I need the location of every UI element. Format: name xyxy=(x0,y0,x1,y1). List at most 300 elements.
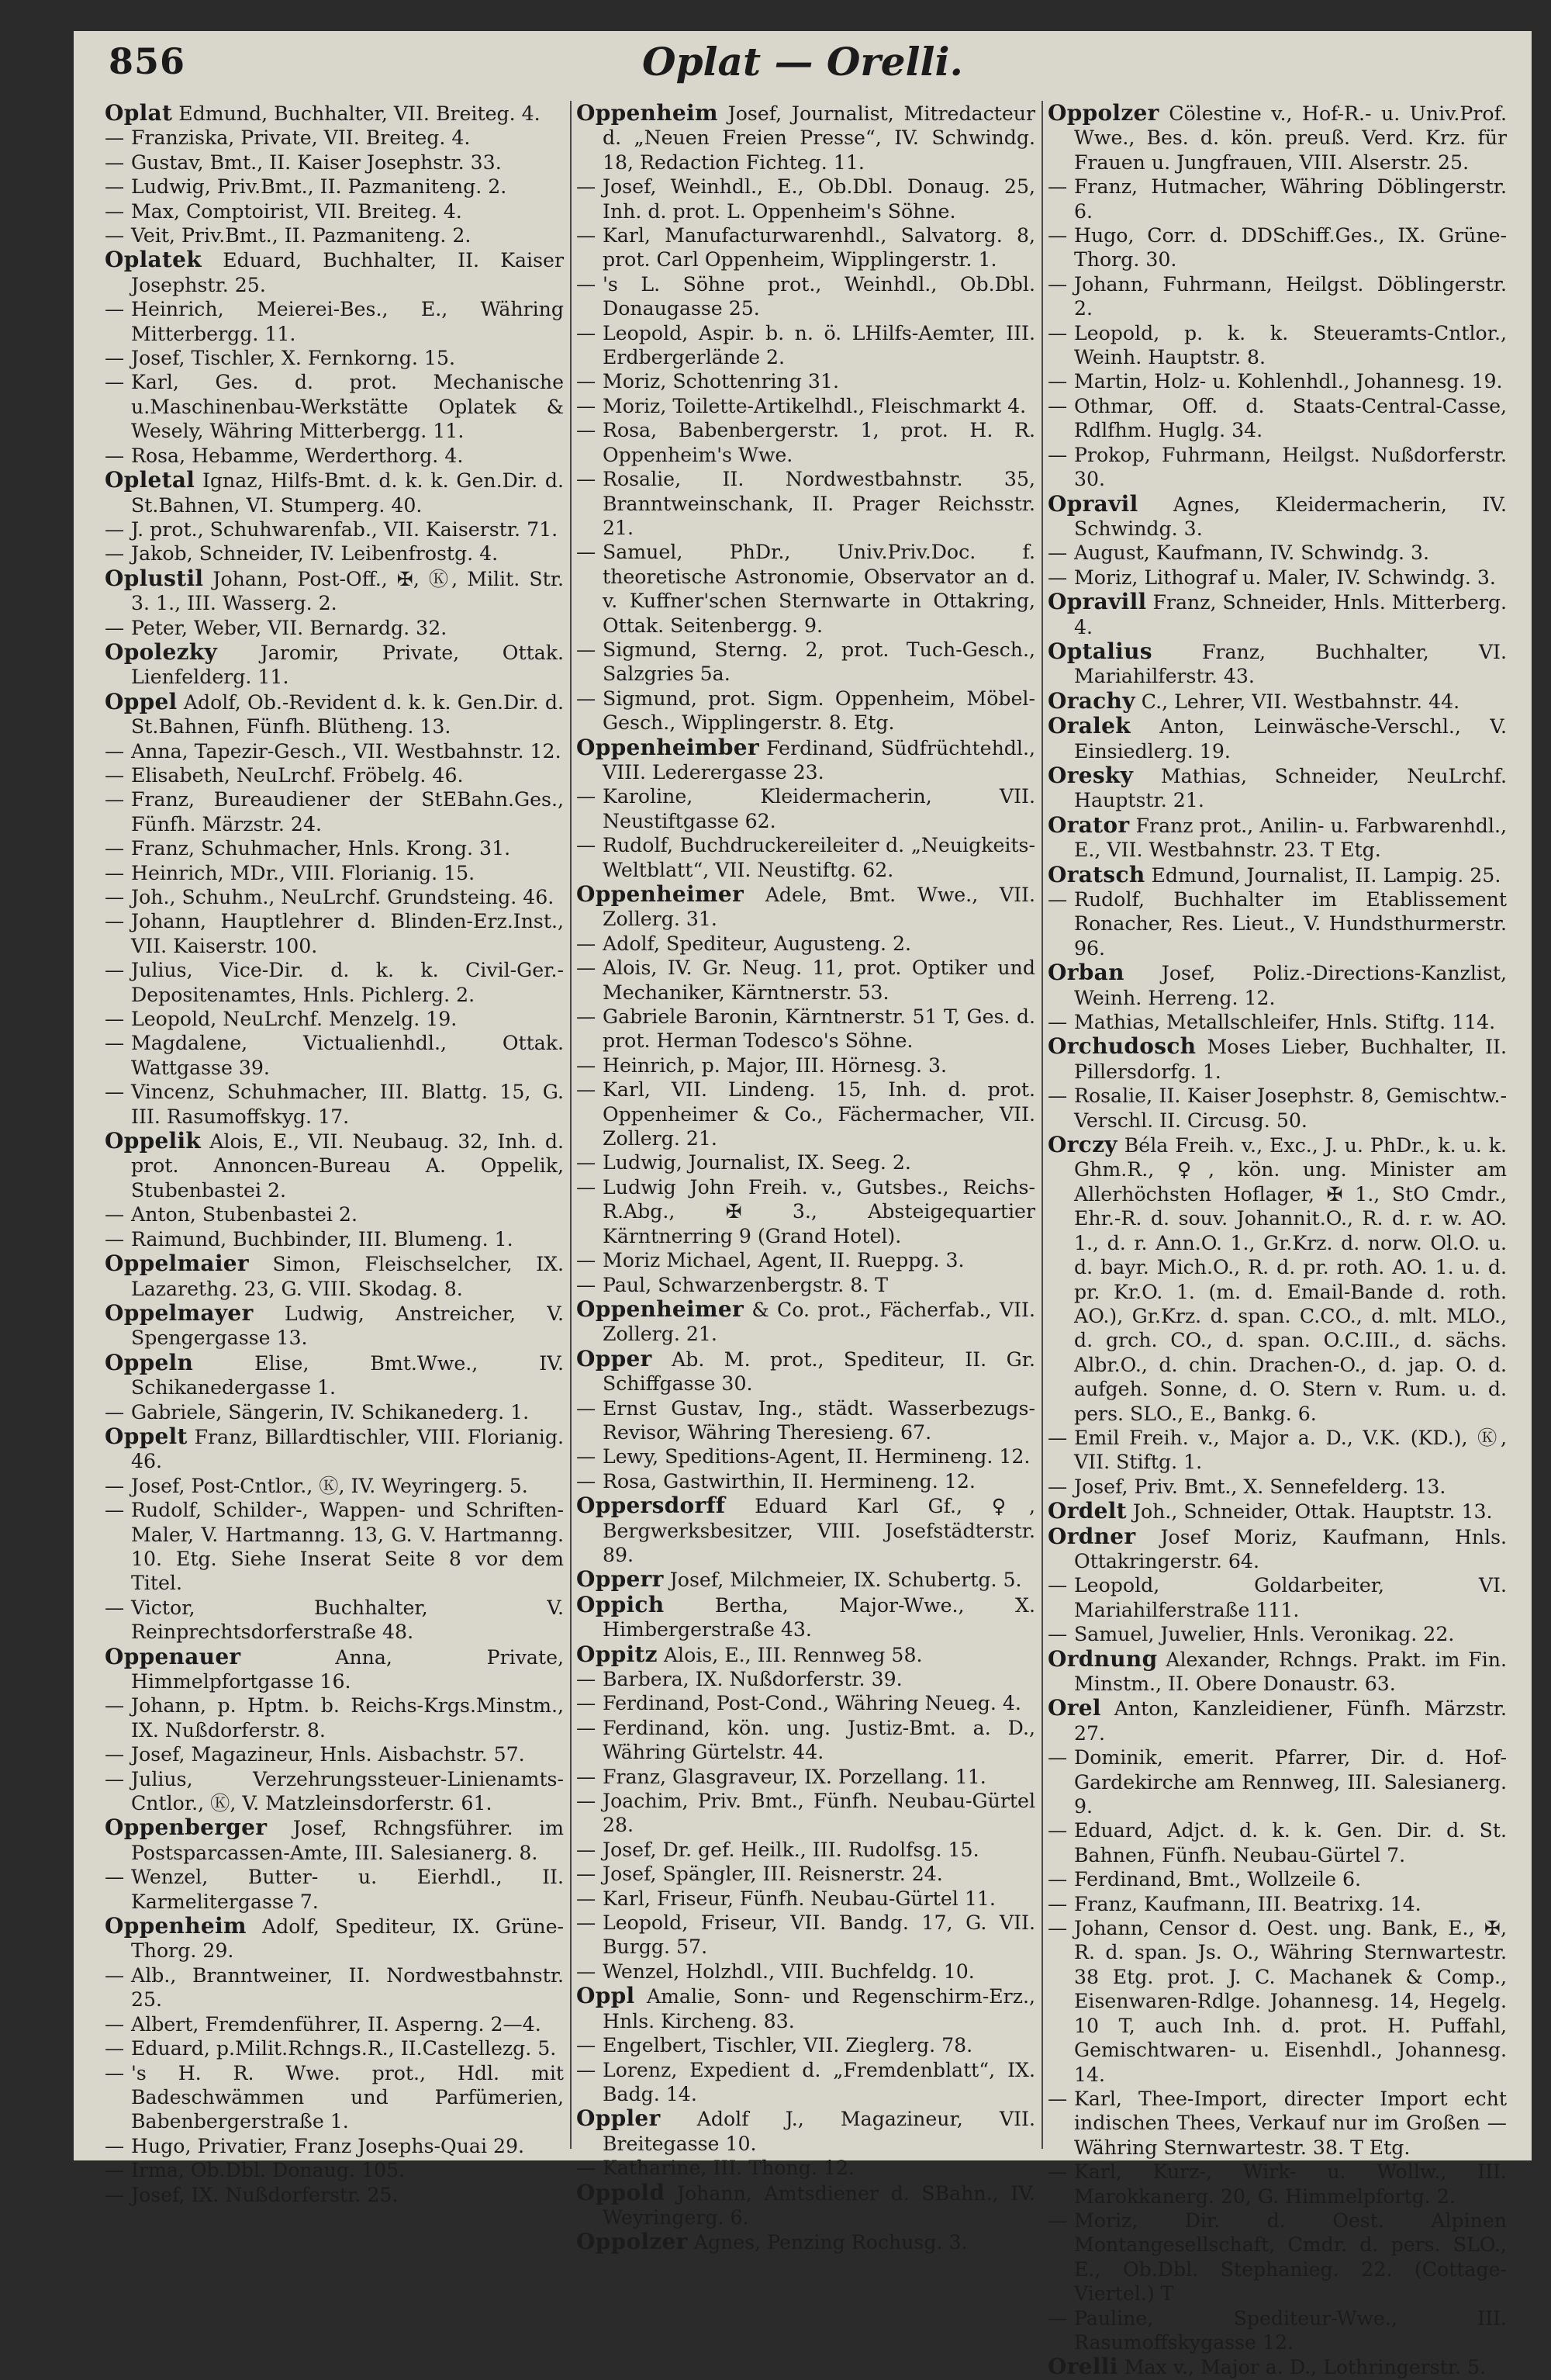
surname-heading: Oppolzer xyxy=(1048,100,1159,126)
directory-entry xyxy=(105,1129,564,1202)
continuation-dash: — xyxy=(105,517,125,541)
directory-page xyxy=(74,31,1532,2380)
surname-heading: Oppersdorff xyxy=(576,1493,726,1519)
columns-container xyxy=(105,100,1508,2380)
surname-heading: Opravill xyxy=(1048,589,1147,615)
continuation-dash: — xyxy=(105,1694,125,1718)
directory-entry xyxy=(105,1596,564,1645)
continuation-dash: — xyxy=(576,1765,596,1788)
directory-entry xyxy=(1048,1573,1507,1622)
continuation-dash: — xyxy=(576,638,596,661)
entry-text: Rosa, Gastwirthin, II. Hermineng. 12. xyxy=(603,1469,976,1493)
directory-entry xyxy=(105,517,564,541)
continuation-dash: — xyxy=(105,2037,125,2060)
entry-text: Josef, Journalist, Mitredacteur d. „Neuen Freien Presse“, IV. Schwindg. 18, Redaction Fichteg. 11. xyxy=(603,102,1035,174)
entry-text: Elise, Bmt.Wwe., IV. Schikanedergasse 1. xyxy=(131,1351,564,1399)
entry-text: Heinrich, Meierei-Bes., E., Währing Mitterbergg. 11. xyxy=(131,298,564,345)
continuation-dash: — xyxy=(105,371,125,394)
continuation-dash: — xyxy=(1048,2209,1068,2232)
continuation-dash: — xyxy=(105,2183,125,2206)
directory-entry xyxy=(576,1887,1035,1911)
directory-entry xyxy=(105,2061,564,2134)
entry-text: Leopold, p. k. k. Steueramts-Cntlor., Weinh. Hauptstr. 8. xyxy=(1074,321,1507,369)
continuation-dash: — xyxy=(1048,1574,1068,1597)
directory-entry xyxy=(105,1693,564,1742)
entry-text: Josef, Tischler, X. Fernkorng. 15. xyxy=(131,347,455,370)
continuation-dash: — xyxy=(576,175,596,199)
continuation-dash: — xyxy=(576,468,596,491)
entry-text: Lorenz, Expedient d. „Fremdenblatt“, IX. Badg. 14. xyxy=(603,2058,1035,2105)
continuation-dash: — xyxy=(1048,541,1068,565)
entry-text: Johann, p. Hptm. b. Reichs-Krgs.Minstm., IX. Nußdorferstr. 8. xyxy=(131,1694,564,1742)
directory-entry xyxy=(105,1301,564,1351)
entry-text: Max v., Major a. D., Lothringerstr. 5. xyxy=(1124,2356,1487,2379)
entry-text: Alb., Branntweiner, II. Nordwestbahnstr. 25. xyxy=(131,1963,564,2012)
continuation-dash: — xyxy=(576,394,596,417)
continuation-dash: — xyxy=(576,224,596,247)
directory-entry xyxy=(1048,541,1507,565)
directory-entry xyxy=(105,2036,564,2060)
entry-text: Ferdinand, Südfrüchtehdl., VIII. Lederergasse 23. xyxy=(603,736,1035,784)
entry-text: Rudolf, Schilder-, Wappen- und Schriften-Maler, V. Hartmanng. 13, G. V. Hartmanng. 10. Etg. Siehe Inserat Seite 8 vor dem Titel. xyxy=(131,1499,564,1595)
directory-entry xyxy=(1048,1475,1507,1499)
directory-entry xyxy=(105,2134,564,2158)
entry-text: Gabriele, Sängerin, IV. Schikanederg. 1. xyxy=(131,1400,530,1424)
continuation-dash: — xyxy=(576,1249,596,1272)
directory-entry xyxy=(1048,394,1507,443)
continuation-dash: — xyxy=(105,788,125,811)
entry-text: Franz, Schneider, Hnls. Mitterberg. 4. xyxy=(1074,591,1508,638)
directory-entry xyxy=(576,735,1035,785)
directory-entry xyxy=(1048,369,1507,393)
page-header xyxy=(74,37,1532,92)
surname-heading: Opperr xyxy=(576,1566,664,1593)
directory-entry xyxy=(576,1567,1035,1592)
entry-text: Moriz Michael, Agent, II. Rueppg. 3. xyxy=(603,1249,965,1272)
directory-entry xyxy=(576,1273,1035,1297)
entry-text: Barbera, IX. Nußdorferstr. 39. xyxy=(603,1668,903,1690)
continuation-dash: — xyxy=(105,2134,125,2157)
directory-entry xyxy=(576,1444,1035,1468)
directory-entry xyxy=(576,2033,1035,2057)
entry-text: Franz, Bureaudiener der StEBahn.Ges., Fünfh. Märzstr. 24. xyxy=(131,788,564,835)
directory-entry xyxy=(1048,492,1507,541)
entry-text: Karl, Thee-Import, directer Import echt indischen Thees, Verkauf nur im Großen — Währing Sternwartestr. 38. T Etg. xyxy=(1074,2087,1507,2159)
entry-text: Johann, Censor d. Oest. ung. Bank, E., ✠, R. d. span. Js. O., Währing Sternwartestr. 38 Etg. prot. J. C. Machanek & Comp., Eisenwaren-Rdlge. Johannesg. 14, Hegelg. 10 T, auch Inh. d. prot. H. Puffahl, Gemischtwaren- u. Eisenhdl., Johannesg. 14. xyxy=(1074,1917,1507,2086)
entry-text: C., Lehrer, VII. Westbahnstr. 44. xyxy=(1141,690,1460,713)
continuation-dash: — xyxy=(576,272,596,296)
continuation-dash: — xyxy=(576,1863,596,1886)
entry-text: Veit, Priv.Bmt., II. Pazmaniteng. 2. xyxy=(131,224,472,247)
continuation-dash: — xyxy=(576,834,596,857)
continuation-dash: — xyxy=(105,175,125,199)
continuation-dash: — xyxy=(576,541,596,564)
entry-text: Karl, Ges. d. prot. Mechanische u.Maschinenbau-Werkstätte Oplatek & Wesely, Währing Mitterbergg. 11. xyxy=(131,371,564,443)
continuation-dash: — xyxy=(576,1053,596,1077)
entry-text: Wenzel, Holzhdl., VIII. Buchfeldg. 10. xyxy=(603,1960,975,1983)
directory-entry xyxy=(576,223,1035,272)
entry-text: Franz prot., Anilin- u. Farbwarenhdl., E., VII. Westbahnstr. 23. T Etg. xyxy=(1074,814,1508,862)
directory-entry xyxy=(576,2181,1035,2230)
entry-text: Rosa, Hebamme, Werderthorg. 4. xyxy=(131,444,464,467)
directory-entry xyxy=(576,1078,1035,1150)
entry-text: Johann, Fuhrmann, Heilgst. Döblingerstr. 2. xyxy=(1074,272,1507,320)
continuation-dash: — xyxy=(1048,1868,1068,1891)
entry-text: Karoline, Kleidermacherin, VII. Neustiftgasse 62. xyxy=(603,785,1035,832)
directory-entry xyxy=(1048,714,1507,763)
entry-text: Karl, Kurz-, Wirk- u. Wollw., III. Marokkanerg. 20, G. Himmelpfortg. 2. xyxy=(1074,2160,1507,2208)
entry-text: Karl, VII. Lindeng. 15, Inh. d. prot. Oppenheimer & Co., Fächermacher, VII. Zollerg. 21. xyxy=(603,1078,1035,1150)
continuation-dash: — xyxy=(1048,224,1068,247)
continuation-dash: — xyxy=(1048,272,1068,296)
entry-text: Johann, Amtsdiener d. SBahn., IV. Weyringerg. 6. xyxy=(603,2181,1035,2229)
directory-entry xyxy=(576,369,1035,393)
surname-heading: Oppler xyxy=(576,2105,661,2132)
continuation-dash: — xyxy=(1048,2087,1068,2110)
directory-entry xyxy=(105,175,564,199)
entry-text: Amalie, Sonn- und Regenschirm-Erz., Hnls. Kircheng. 83. xyxy=(603,1985,1035,2032)
directory-entry xyxy=(1048,223,1507,272)
entry-text: 's L. Söhne prot., Weinhdl., Ob.Dbl. Donaugasse 25. xyxy=(603,272,1035,320)
directory-entry xyxy=(1048,1524,1507,1574)
entry-text: Ernst Gustav, Ing., städt. Wasserbezugs-Revisor, Währing Theresieng. 67. xyxy=(603,1396,1035,1444)
entry-text: Magdalene, Victualienhdl., Ottak. Wattgasse 39. xyxy=(131,1032,564,1079)
directory-entry xyxy=(576,882,1035,932)
entry-text: Josef, Dr. gef. Heilk., III. Rudolfsg. 15. xyxy=(603,1838,979,1861)
continuation-dash: — xyxy=(105,347,125,370)
continuation-dash: — xyxy=(105,1767,125,1790)
entry-text: Sigmund, prot. Sigm. Oppenheim, Möbel-Gesch., Wipplingerstr. 8. Etg. xyxy=(603,687,1035,735)
directory-entry xyxy=(105,346,564,370)
continuation-dash: — xyxy=(576,1692,596,1715)
surname-heading: Orachy xyxy=(1048,687,1135,714)
directory-entry xyxy=(1048,960,1507,1010)
directory-entry xyxy=(105,2183,564,2207)
surname-heading: Oppich xyxy=(576,1591,665,1617)
column-1 xyxy=(105,100,565,2206)
directory-entry xyxy=(576,272,1035,321)
surname-heading: Oppelmayer xyxy=(105,1299,254,1326)
entry-text: Franz, Hutmacher, Währing Döblingerstr. 6. xyxy=(1074,175,1507,223)
directory-entry xyxy=(105,541,564,566)
entry-text: Rudolf, Buchhalter im Etablissement Ronacher, Res. Lieut., V. Hundsthurmerstr. 96. xyxy=(1074,888,1507,960)
directory-entry xyxy=(576,1911,1035,1960)
entry-text: Josef, Weinhdl., E., Ob.Dbl. Donaug. 25, Inh. d. prot. L. Oppenheim's Söhne. xyxy=(603,175,1035,223)
entry-text: Vincenz, Schuhmacher, III. Blattg. 15, G. III. Rasumoffskyg. 17. xyxy=(131,1081,564,1128)
directory-entry xyxy=(1048,1745,1507,1818)
surname-heading: Opravil xyxy=(1048,490,1138,517)
directory-entry xyxy=(576,1984,1035,2033)
directory-entry xyxy=(1048,813,1507,863)
directory-entry xyxy=(105,223,564,247)
entry-text: Rudolf, Buchdruckereileiter d. „Neuigkeits-Weltblatt“, VII. Neustiftg. 62. xyxy=(603,834,1035,881)
directory-entry xyxy=(105,566,564,616)
directory-entry xyxy=(576,1248,1035,1272)
directory-entry xyxy=(1048,1010,1507,1034)
entry-text: Leopold, Goldarbeiter, VI. Mariahilferstraße 111. xyxy=(1074,1574,1507,1621)
entry-text: Josef, Priv. Bmt., X. Sennefelderg. 13. xyxy=(1074,1475,1446,1498)
surname-heading: Ordner xyxy=(1048,1523,1136,1549)
continuation-dash: — xyxy=(105,1081,125,1104)
entry-text: Edmund, Journalist, II. Lampig. 25. xyxy=(1151,863,1501,887)
directory-entry xyxy=(576,1469,1035,1493)
directory-entry xyxy=(576,956,1035,1005)
directory-entry xyxy=(1048,863,1507,887)
surname-heading: Oppenheim xyxy=(105,1913,247,1939)
surname-heading: Orban xyxy=(1048,960,1124,986)
entry-text: Raimund, Buchbinder, III. Blumeng. 1. xyxy=(131,1227,513,1251)
surname-heading: Oralek xyxy=(1048,713,1131,739)
entry-text: Adolf, Spediteur, Augusteng. 2. xyxy=(603,932,912,955)
continuation-dash: — xyxy=(576,1911,596,1935)
entry-text: Anton, Stubenbastei 2. xyxy=(131,1203,358,1226)
continuation-dash: — xyxy=(105,1032,125,1055)
entry-text: Josef, Magazineur, Hnls. Aisbachstr. 57. xyxy=(131,1743,525,1766)
entry-text: Adolf, Ob.-Revident d. k. k. Gen.Dir. d. St.Bahnen, Fünfh. Blütheng. 13. xyxy=(131,690,564,739)
directory-entry xyxy=(576,540,1035,638)
directory-entry xyxy=(105,1080,564,1129)
continuation-dash: — xyxy=(576,1078,596,1102)
entry-text: Adolf, Spediteur, IX. Grüne-Thorg. 29. xyxy=(131,1915,564,1963)
continuation-dash: — xyxy=(105,1474,125,1497)
column-divider xyxy=(570,101,572,2149)
continuation-dash: — xyxy=(1048,1917,1068,1940)
entry-text: Mathias, Schneider, NeuLrchf. Hauptstr. 21. xyxy=(1074,764,1507,812)
continuation-dash: — xyxy=(576,1151,596,1174)
continuation-dash: — xyxy=(105,542,125,566)
directory-entry xyxy=(105,126,564,150)
directory-entry xyxy=(576,1150,1035,1174)
directory-entry xyxy=(105,958,564,1007)
entry-text: Elisabeth, NeuLrchf. Fröbelg. 46. xyxy=(131,763,464,787)
directory-entry xyxy=(105,101,564,126)
surname-heading: Optalius xyxy=(1048,638,1152,664)
continuation-dash: — xyxy=(1048,1084,1068,1108)
surname-heading: Oppold xyxy=(576,2179,665,2205)
directory-entry xyxy=(105,1645,564,1694)
surname-heading: Orelli xyxy=(1048,2354,1118,2380)
directory-entry xyxy=(1048,2354,1507,2379)
continuation-dash: — xyxy=(105,763,125,787)
directory-entry xyxy=(105,1742,564,1766)
surname-heading: Oppitz xyxy=(576,1641,658,1667)
entry-text: Dominik, emerit. Pfarrer, Dir. d. Hof-Gardekirche am Rennweg, III. Salesianerg. 9. xyxy=(1074,1746,1507,1818)
continuation-dash: — xyxy=(105,616,125,639)
directory-entry xyxy=(1048,1818,1507,1867)
entry-text: Heinrich, MDr., VIII. Florianig. 15. xyxy=(131,861,475,884)
continuation-dash: — xyxy=(105,2159,125,2182)
continuation-dash: — xyxy=(105,1203,125,1226)
continuation-dash: — xyxy=(576,1790,596,1813)
continuation-dash: — xyxy=(1048,394,1068,417)
directory-entry xyxy=(105,1474,564,1498)
continuation-dash: — xyxy=(576,1396,596,1420)
directory-entry xyxy=(576,1862,1035,1886)
continuation-dash: — xyxy=(576,2034,596,2057)
continuation-dash: — xyxy=(576,2157,596,2180)
entry-text: Jaromir, Private, Ottak. Lienfelderg. 11. xyxy=(131,641,564,689)
continuation-dash: — xyxy=(576,785,596,808)
entry-text: Franz, Glasgraveur, IX. Porzellang. 11. xyxy=(603,1765,986,1788)
continuation-dash: — xyxy=(1048,1892,1068,1915)
directory-entry xyxy=(105,370,564,443)
continuation-dash: — xyxy=(1048,321,1068,344)
directory-entry xyxy=(576,1765,1035,1789)
surname-heading: Oppeln xyxy=(105,1349,194,1375)
entry-text: Pauline, Spediteur-Wwe., III. Rasumoffskygasse 12. xyxy=(1074,2306,1507,2354)
surname-heading: Oratsch xyxy=(1048,861,1145,887)
entry-text: Josef, Spängler, III. Reisnerstr. 24. xyxy=(603,1863,943,1886)
directory-entry xyxy=(105,2158,564,2182)
entry-text: Rosa, Babenbergerstr. 1, prot. H. R. Oppenheim's Wwe. xyxy=(603,419,1035,466)
directory-entry xyxy=(105,690,564,739)
entry-text: 's H. R. Wwe. prot., Hdl. mit Badeschwämmen und Parfümerien, Babenbergerstraße 1. xyxy=(131,2061,564,2133)
continuation-dash: — xyxy=(1048,1426,1068,1449)
directory-entry xyxy=(1048,763,1507,813)
entry-text: Emil Freih. v., Major a. D., V.K. (KD.), Ⓚ, VII. Stiftg. 1. xyxy=(1074,1426,1507,1474)
directory-entry xyxy=(576,1789,1035,1838)
continuation-dash: — xyxy=(105,1596,125,1619)
entry-text: Simon, Fleischselcher, IX. Lazarethg. 23, G. VIII. Skodag. 8. xyxy=(131,1253,564,1300)
directory-entry xyxy=(105,885,564,909)
surname-heading: Oppenheimber xyxy=(576,734,759,760)
directory-entry xyxy=(1048,590,1507,639)
column-2 xyxy=(576,100,1035,2255)
directory-entry xyxy=(105,1815,564,1865)
entry-text: Max, Comptoirist, VII. Breiteg. 4. xyxy=(131,199,462,223)
directory-entry xyxy=(1048,887,1507,960)
directory-entry xyxy=(1048,1622,1507,1646)
entry-text: Joh., Schneider, Ottak. Hauptstr. 13. xyxy=(1132,1500,1493,1524)
continuation-dash: — xyxy=(1048,1819,1068,1842)
continuation-dash: — xyxy=(105,444,125,467)
continuation-dash: — xyxy=(576,1469,596,1493)
entry-text: Ferdinand, Bmt., Wollzeile 6. xyxy=(1074,1868,1362,1891)
entry-text: Cölestine v., Hof-R.- u. Univ.Prof. Wwe., Bes. d. kön. preuß. Verd. Krz. für Frauen u. Jungfrauen, VIII. Alserstr. 25. xyxy=(1074,102,1508,174)
directory-entry xyxy=(1048,1084,1507,1133)
entry-text: & Co. prot., Fächerfab., VII. Zollerg. 21. xyxy=(603,1298,1035,1346)
entry-text: Moses Lieber, Buchhalter, II. Pillersdorfg. 1. xyxy=(1074,1036,1507,1083)
directory-entry xyxy=(1048,2160,1507,2209)
entry-text: Karl, Friseur, Fünfh. Neubau-Gürtel 11. xyxy=(603,1887,996,1910)
entry-text: Josef Moriz, Kaufmann, Hnls. Ottakringerstr. 64. xyxy=(1074,1525,1507,1572)
continuation-dash: — xyxy=(105,1008,125,1031)
entry-text: Katharine, III. Thong. 12. xyxy=(603,2157,855,2180)
entry-text: Rosalie, II. Nordwestbahnstr. 35, Branntweinschank, II. Prager Reichsstr. 21. xyxy=(603,468,1035,539)
directory-entry xyxy=(105,247,564,297)
surname-heading: Orczy xyxy=(1048,1132,1117,1158)
directory-entry xyxy=(576,1053,1035,1078)
surname-heading: Oppel xyxy=(105,688,178,714)
entry-text: Ab. M. prot., Spediteur, II. Gr. Schiffgasse 30. xyxy=(603,1347,1035,1396)
entry-text: Ferdinand, kön. ung. Justiz-Bmt. a. D., Währing Gürtelstr. 44. xyxy=(603,1716,1035,1764)
continuation-dash: — xyxy=(576,1668,596,1690)
continuation-dash: — xyxy=(576,956,596,980)
surname-heading: Opolezky xyxy=(105,638,218,665)
entry-text: Jakob, Schneider, IV. Leibenfrostg. 4. xyxy=(131,542,499,566)
entry-text: Moriz, Toilette-Artikelhdl., Fleischmarkt 4. xyxy=(603,394,1027,417)
continuation-dash: — xyxy=(576,1716,596,1739)
entry-text: Joachim, Priv. Bmt., Fünfh. Neubau-Gürtel 28. xyxy=(603,1790,1035,1837)
entry-text: Anna, Private, Himmelpfortgasse 16. xyxy=(131,1645,564,1693)
directory-entry xyxy=(105,1963,564,2012)
surname-heading: Orchudosch xyxy=(1048,1033,1197,1060)
entry-text: Engelbert, Tischler, VII. Zieglerg. 78. xyxy=(603,2034,973,2057)
directory-entry xyxy=(576,321,1035,370)
directory-entry xyxy=(1048,639,1507,689)
surname-heading: Oppenheimer xyxy=(576,1296,744,1322)
entry-text: August, Kaufmann, IV. Schwindg. 3. xyxy=(1074,541,1430,565)
directory-entry xyxy=(1048,2306,1507,2355)
continuation-dash: — xyxy=(576,1005,596,1029)
entry-text: Franziska, Private, VII. Breiteg. 4. xyxy=(131,126,471,150)
surname-heading: Oppenberger xyxy=(105,1814,268,1841)
continuation-dash: — xyxy=(105,126,125,150)
entry-text: Lewy, Speditions-Agent, II. Hermineng. 12. xyxy=(603,1445,1031,1468)
entry-text: Alois, E., VII. Neubaug. 32, Inh. d. prot. Annoncen-Bureau A. Oppelik, Stubenbastei 2. xyxy=(131,1130,564,1202)
directory-entry xyxy=(576,1347,1035,1396)
directory-entry xyxy=(576,101,1035,175)
continuation-dash: — xyxy=(1048,2160,1068,2184)
continuation-dash: — xyxy=(1048,370,1068,393)
directory-entry xyxy=(576,1667,1035,1691)
continuation-dash: — xyxy=(105,2012,125,2036)
directory-entry xyxy=(576,687,1035,735)
directory-entry xyxy=(576,1838,1035,1862)
directory-entry xyxy=(576,638,1035,687)
entry-text: Eduard, Buchhalter, II. Kaiser Josephstr. 25. xyxy=(131,249,564,296)
entry-text: Peter, Weber, VII. Bernardg. 32. xyxy=(131,616,447,639)
continuation-dash: — xyxy=(576,1445,596,1468)
directory-entry xyxy=(1048,1499,1507,1524)
surname-heading: Oppenauer xyxy=(105,1643,241,1669)
entry-text: Ludwig, Journalist, IX. Seeg. 2. xyxy=(603,1151,911,1174)
entry-text: Agnes, Penzing Rochusg. 3. xyxy=(693,2231,968,2254)
entry-text: Karl, Manufacturwarenhdl., Salvatorg. 8, prot. Carl Oppenheim, Wipplingerstr. 1. xyxy=(603,224,1035,272)
directory-entry xyxy=(1048,1133,1507,1426)
continuation-dash: — xyxy=(105,224,125,247)
directory-entry xyxy=(576,2058,1035,2107)
continuation-dash: — xyxy=(105,861,125,884)
entry-text: Edmund, Buchhalter, VII. Breiteg. 4. xyxy=(178,102,541,125)
surname-heading: Oppelt xyxy=(105,1423,188,1449)
directory-entry xyxy=(105,297,564,346)
directory-entry xyxy=(1048,2087,1507,2160)
entry-text: Alexander, Rchngs. Prakt. im Fin. Minstm., II. Obere Donaustr. 63. xyxy=(1074,1648,1507,1695)
directory-entry xyxy=(105,150,564,175)
continuation-dash: — xyxy=(576,1838,596,1861)
entry-text: Ludwig, Priv.Bmt., II. Pazmaniteng. 2. xyxy=(131,175,507,199)
directory-entry xyxy=(1048,1892,1507,1916)
entry-text: Othmar, Off. d. Staats-Central-Casse, Rdlfhm. Huglg. 34. xyxy=(1074,394,1507,442)
column-3 xyxy=(1048,100,1508,2380)
entry-text: Leopold, Aspir. b. n. ö. LHilfs-Aemter, III. Erdbergerlände 2. xyxy=(603,321,1035,369)
continuation-dash: — xyxy=(105,910,125,933)
directory-entry xyxy=(1048,1916,1507,2087)
continuation-dash: — xyxy=(1048,888,1068,911)
entry-text: Alois, E., III. Rennweg 58. xyxy=(663,1643,923,1666)
entry-text: Franz, Buchhalter, VI. Mariahilferstr. 43. xyxy=(1074,640,1507,688)
continuation-dash: — xyxy=(1048,1746,1068,1769)
entry-text: Ferdinand, Post-Cond., Währing Neueg. 4. xyxy=(603,1692,1021,1715)
page-number: 856 xyxy=(109,40,186,82)
directory-entry xyxy=(576,2106,1035,2156)
entry-text: Gabriele Baronin, Kärntnerstr. 51 T, Ges. d. prot. Herman Todesco's Söhne. xyxy=(603,1005,1035,1053)
continuation-dash: — xyxy=(576,1175,596,1199)
continuation-dash: — xyxy=(576,687,596,710)
directory-entry xyxy=(576,2156,1035,2180)
surname-heading: Oppl xyxy=(576,1983,635,2009)
